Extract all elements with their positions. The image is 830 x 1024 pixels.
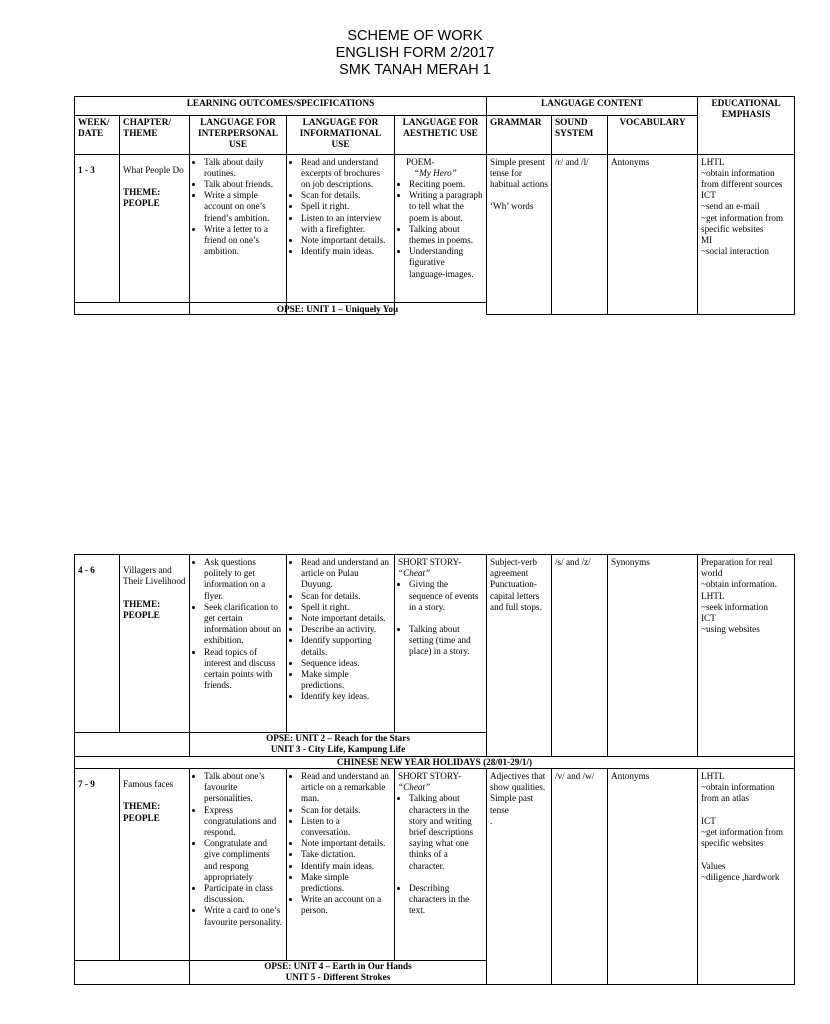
list-item: • Read and understand excerpts of brochures on job descriptions. <box>301 157 391 191</box>
list-item: • Talk about friends. <box>204 179 283 190</box>
informational-header: LANGUAGE FOR INFORMATIONAL USE <box>287 116 395 155</box>
theme-line: THEME: PEOPLE <box>123 801 161 823</box>
list-item: • Talking about characters in the story and writing brief descriptions saying what one thinks of a character. <box>409 793 483 871</box>
list-item: • Listen to an interview with a firefighter. <box>301 213 391 235</box>
opse-line-1: OPSE: UNIT 1 – Uniquely You <box>189 302 486 315</box>
opse-line: OPSE: UNIT 4 – Earth in Our Hands <box>264 961 412 971</box>
week-cell: 4 - 6 <box>75 555 120 733</box>
list-item: • Write a simple account on one’s friend’s ambition. <box>204 190 283 224</box>
aesthetic-list <box>398 179 483 280</box>
scheme-table-1 <box>74 96 795 315</box>
sound-cell: /r/ and /l/ <box>552 154 608 314</box>
chapter-cell <box>120 154 190 302</box>
list-item: • Describing characters in the text. <box>409 883 483 917</box>
informational-list <box>290 771 391 917</box>
aesthetic-head: POEM- <box>406 156 435 167</box>
list-item: • Scan for details. <box>301 190 391 201</box>
theme-label: THEME <box>123 801 158 812</box>
document-title <box>0 28 830 79</box>
list-item: • Take dictation. <box>301 849 391 860</box>
list-item: • Seek clarification to get certain information about an exhibition. <box>204 602 283 647</box>
interpersonal-cell <box>190 154 287 314</box>
list-item: • Make simple predictions. <box>301 669 391 691</box>
opse-line-2: UNIT 3 - City Life, Kampung Life <box>270 744 406 754</box>
emphasis-cell: Preparation for real world ~obtain information. LHTL ~seek information ICT ~using websites <box>698 555 795 757</box>
list-item: • Identify key ideas. <box>301 691 391 702</box>
aesthetic-cell <box>395 154 487 302</box>
aesthetic-cell <box>395 769 487 961</box>
title-line-1: SCHEME OF WORK <box>347 28 483 44</box>
vocabulary-cell: Antonyms <box>608 769 698 985</box>
list-item: • Read topics of interest and discuss certain points with friends. <box>204 647 283 692</box>
informational-cell <box>287 555 395 733</box>
interpersonal-list <box>193 771 283 928</box>
chapter-name: Famous faces <box>123 779 174 789</box>
interpersonal-list <box>193 557 283 691</box>
list-item: • Express congratulations and respond. <box>204 805 283 839</box>
list-item: • Write a card to one’s favourite personality. <box>204 905 283 927</box>
aesthetic-list <box>398 793 483 916</box>
chapter-cell <box>120 555 190 733</box>
table-row <box>75 555 795 733</box>
chapter-name: Villagers and Their Livelihood <box>123 565 186 587</box>
list-item: • Make simple predictions. <box>301 872 391 894</box>
aesthetic-cell <box>395 555 487 733</box>
week-cell: 1 - 3 <box>75 154 120 302</box>
theme-label: THEME <box>123 598 158 609</box>
emphasis-cell: LHTL ~obtain information from an atlas ICT ~get information from specific websites Values ~diligence ,hardwork <box>698 769 795 985</box>
holiday-row <box>75 757 795 769</box>
interpersonal-cell <box>190 769 287 961</box>
aesthetic-list <box>398 579 483 657</box>
list-item: • Talking about setting (time and place) in a story. <box>409 624 483 658</box>
list-item: • Scan for details. <box>301 591 391 602</box>
list-item: • Talking about themes in poems. <box>409 224 483 246</box>
list-item: • Write an account on a person. <box>301 894 391 916</box>
emphasis-cell: LHTL ~obtain information from different sources ICT ~send an e-mail ~get information from specific websites MI ~social interaction <box>698 154 795 314</box>
aesthetic-title: “Cheat” <box>398 568 431 579</box>
theme-value: PEOPLE <box>123 812 160 823</box>
week-header: WEEK/ DATE <box>75 116 120 155</box>
informational-list <box>290 157 391 258</box>
list-item: • Listen to a conversation. <box>301 816 391 838</box>
table-row <box>75 154 795 302</box>
language-content-header: LANGUAGE CONTENT <box>487 97 698 116</box>
opse-cell <box>190 961 487 985</box>
title-line-2: ENGLISH FORM 2/2017 <box>335 45 495 61</box>
chapter-cell <box>120 769 190 961</box>
list-item: • Giving the sequence of events in a story. <box>409 579 483 613</box>
blank-cell <box>75 733 190 757</box>
interpersonal-list <box>193 157 283 258</box>
sound-system-header: SOUND SYSTEM <box>552 116 608 155</box>
table-row <box>75 769 795 961</box>
theme-label: THEME <box>123 187 158 198</box>
title-line-3: SMK TANAH MERAH 1 <box>339 62 491 78</box>
week-cell: 7 - 9 <box>75 769 120 961</box>
chapter-name: What People Do <box>123 164 184 175</box>
vocabulary-cell: Synonyms <box>608 555 698 757</box>
chapter-header: CHAPTER/ THEME <box>120 116 190 155</box>
informational-cell <box>287 769 395 961</box>
list-item: • Understanding figurative language-images. <box>409 246 483 280</box>
interpersonal-cell <box>190 555 287 733</box>
list-item: • Ask questions politely to get information on a flyer. <box>204 557 283 602</box>
list-item: • Describe an activity. <box>301 624 391 635</box>
theme-value: PEOPLE <box>123 198 160 209</box>
list-item: • Scan for details. <box>301 805 391 816</box>
list-item: • Sequence ideas. <box>301 658 391 669</box>
list-item: • Note important details. <box>301 613 391 624</box>
list-item: • Read and understand an article on Pulau Duyung. <box>301 557 391 591</box>
informational-list <box>290 557 391 703</box>
aesthetic-head: SHORT STORY- <box>398 771 462 781</box>
vocabulary-header: VOCABULARY <box>608 116 698 155</box>
blank-cell <box>75 302 190 314</box>
theme-value: PEOPLE <box>123 609 160 620</box>
list-item: • Identify main ideas. <box>301 861 391 872</box>
list-item: • Talk about daily routines. <box>204 157 283 179</box>
grammar-cell: Subject-verb agreement Punctuation- capital letters and full stops. <box>487 555 552 757</box>
theme-line: THEME: PEOPLE <box>123 187 161 209</box>
list-item: • Reciting poem. <box>409 179 483 190</box>
opse-line-2: UNIT 5 - Different Strokes <box>285 972 391 982</box>
list-item: • Identify main ideas. <box>301 246 391 257</box>
interpersonal-header: LANGUAGE FOR INTERPERSONAL USE <box>190 116 287 155</box>
list-item: • Participate in class discussion. <box>204 883 283 905</box>
opse-cell <box>190 733 487 757</box>
list-item: • Read and understand an article on a remarkable man. <box>301 771 391 805</box>
aesthetic-title: “My Hero” <box>414 167 457 178</box>
scheme-table-2 <box>74 554 795 985</box>
list-item: • Note important details. <box>301 838 391 849</box>
list-item: • Spell it right. <box>301 602 391 613</box>
list-item: • Spell it right. <box>301 201 391 212</box>
grammar-cell: Simple present tense for habitual actions ‘Wh’ words <box>487 154 552 314</box>
list-item: • Note important details. <box>301 235 391 246</box>
aesthetic-header: LANGUAGE FOR AESTHETIC USE <box>395 116 487 155</box>
educational-emphasis-header: EDUCATIONAL EMPHASIS <box>698 97 795 155</box>
aesthetic-title: “Cheat” <box>398 782 431 793</box>
sound-cell: /v/ and /w/ <box>552 769 608 985</box>
aesthetic-head: SHORT STORY- <box>398 557 462 567</box>
vocabulary-cell: Antonyms <box>608 154 698 314</box>
theme-line: THEME: PEOPLE <box>123 598 161 620</box>
blank-cell <box>75 961 190 985</box>
grammar-cell: Adjectives that show qualities. Simple past tense . <box>487 769 552 985</box>
grammar-header: GRAMMAR <box>487 116 552 155</box>
sound-cell: /s/ and /z/ <box>552 555 608 757</box>
informational-cell <box>287 154 395 314</box>
list-item: • Writing a paragraph to tell what the poem is about. <box>409 190 483 224</box>
list-item: • Congratulate and give compliments and respong appropriately <box>204 838 283 883</box>
opse-line: OPSE: UNIT 2 – Reach for the Stars <box>266 733 410 743</box>
learning-outcomes-header: LEARNING OUTCOMES/SPECIFICATIONS <box>75 97 487 116</box>
list-item: • Write a letter to a friend on one’s ambition. <box>204 224 283 258</box>
list-item: • Talk about one’s favourite personalities. <box>204 771 283 805</box>
list-item: • Identify supporting details. <box>301 635 391 657</box>
holiday-cell: CHINESE NEW YEAR HOLIDAYS (28/01-29/1/) <box>75 757 795 769</box>
